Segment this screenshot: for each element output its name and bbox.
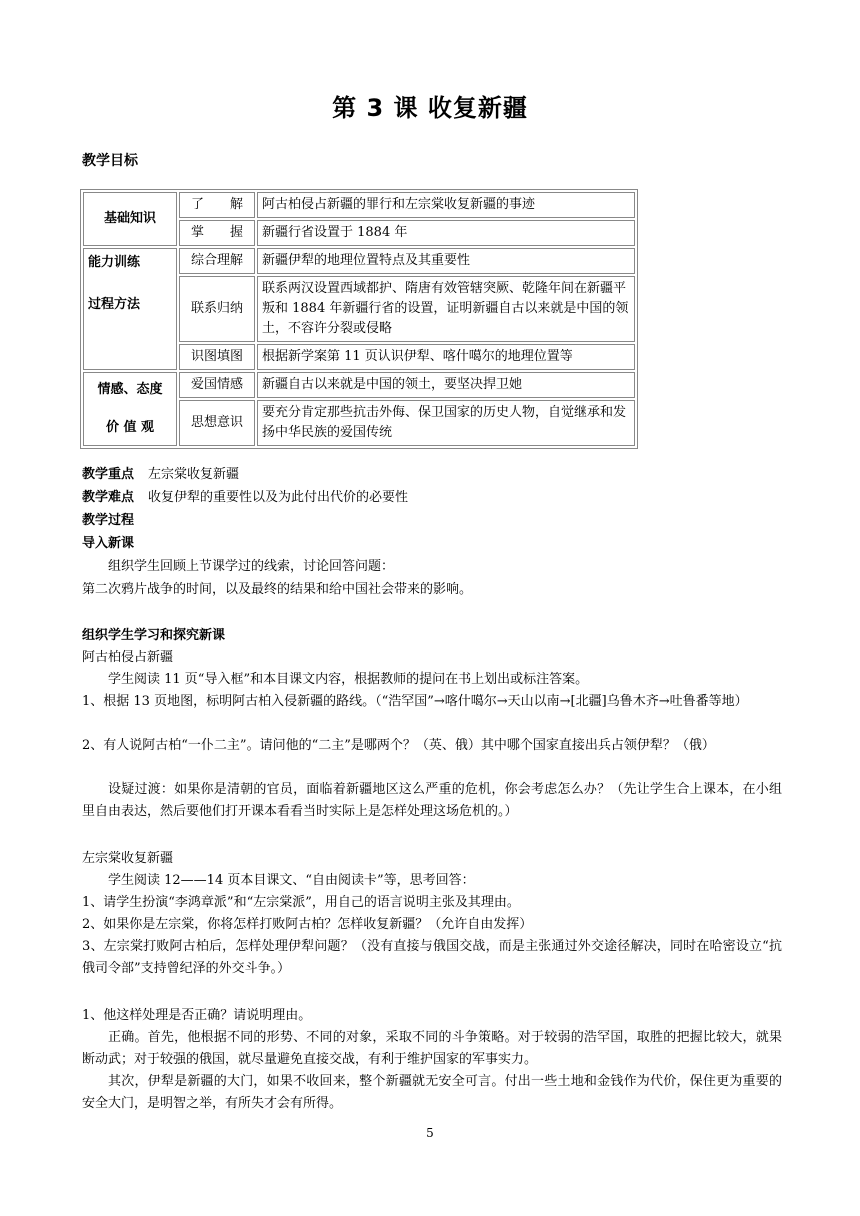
focus-line [82,464,239,486]
intro-heading: 导入新课 [82,536,135,551]
paragraph: 学生阅读 12——14 页本目课文、“自由阅读卡”等，思考回答： [108,873,475,888]
category-label: 基础知识 [103,211,156,226]
objectives-table [80,189,638,449]
focus-label: 教学重点 [82,467,135,482]
subcategory-cell: 思想意识 [179,400,255,446]
table-row [83,248,635,274]
description-cell: 联系两汉设置西域都护、隋唐有效管辖突厥、乾隆年间在新疆平叛和 1884 年新疆行省的设置，证明新疆自古以来就是中国的领土，不容许分裂或侵略 [257,276,635,342]
section-title: 左宗棠收复新疆 [82,851,174,866]
paragraph: 正确。首先，他根据不同的形势、不同的对象，采取不同的斗争策略。对于较弱的浩罕国，取胜的把握比较大，就果断动武；对于较强的俄国，就尽量避免直接交战，有利于维护国家的军事实力。 [82,1030,782,1067]
paragraph: 其次，伊犁是新疆的大门，如果不收回来，整个新疆就无安全可言。付出一些土地和金钱作为代价，保住更为重要的安全大门，是明智之举，有所失才会有所得。 [82,1074,782,1111]
paragraph: 2、有人说阿古柏“一仆二主”。请问他的“二主”是哪两个？（英、俄）其中哪个国家直接出兵占领伊犁？（俄） [82,738,715,753]
category-label: 价 值 观 [105,420,155,435]
description-cell: 根据新学案第 11 页认识伊犁、喀什噶尔的地理位置等 [257,344,635,370]
process-heading: 教学过程 [82,513,135,528]
subcategory-cell: 联系归纳 [179,276,255,342]
objectives-heading: 教学目标 [82,153,138,169]
category-cell [83,248,177,370]
paragraph: 1、他这样处理是否正确？请说明理由。 [82,1008,312,1023]
paragraph: 2、如果你是左宗棠，你将怎样打败阿古柏？怎样收复新疆？（允许自由发挥） [82,917,533,932]
difficulty-text: 收复伊犁的重要性以及为此付出代价的必要性 [148,490,409,505]
category-label: 过程方法 [88,297,141,312]
difficulty-label: 教学难点 [82,490,135,505]
difficulty-line [82,487,408,509]
subcategory-cell: 识图填图 [179,344,255,370]
table-row [83,372,635,398]
paragraph: 1、请学生扮演“李鸿章派”和“左宗棠派”，用自己的语言说明主张及其理由。 [82,895,520,910]
paragraph: 1、根据 13 页地图，标明阿古柏入侵新疆的路线。（“浩罕国”→喀什噶尔→天山以南→[北疆]乌鲁木齐→吐鲁番等地） [82,694,748,709]
description-cell: 新疆行省设置于 1884 年 [257,220,635,246]
description-cell: 要充分肯定那些抗击外侮、保卫国家的历史人物，自觉继承和发扬中华民族的爱国传统 [257,400,635,446]
table-row [83,192,635,218]
description-cell: 新疆自古以来就是中国的领土，要坚决捍卫她 [257,372,635,398]
intro-paragraph: 组织学生回顾上节课学过的线索，讨论回答问题： [108,559,395,574]
subcategory-cell: 综合理解 [179,248,255,274]
description-cell: 阿古柏侵占新疆的罪行和左宗棠收复新疆的事迹 [257,192,635,218]
study-heading: 组织学生学习和探究新课 [82,628,226,643]
intro-paragraph: 第二次鸦片战争的时间，以及最终的结果和给中国社会带来的影响。 [82,582,473,597]
description-cell: 新疆伊犁的地理位置特点及其重要性 [257,248,635,274]
paragraph: 设疑过渡：如果你是清朝的官员，面临着新疆地区这么严重的危机，你会考虑怎么办？（先让学生合上课本，在小组里自由表达，然后要他们打开课本看看当时实际上是怎样处理这场危机的。） [82,782,782,819]
paragraph: 3、左宗棠打败阿古柏后，怎样处理伊犁问题？（没有直接与俄国交战，而是主张通过外交途径解决，同时在哈密设立“抗俄司令部”支持曾纪泽的外交斗争。） [82,939,782,976]
subcategory-cell: 掌 握 [179,220,255,246]
category-label: 能力训练 [88,255,141,270]
category-cell [83,192,177,246]
focus-text: 左宗棠收复新疆 [148,467,240,482]
page-title: 第 3 课 收复新疆 [332,94,528,122]
section-title: 阿古柏侵占新疆 [82,650,174,665]
subcategory-cell: 了 解 [179,192,255,218]
page-number: 5 [426,1126,434,1140]
category-label: 情感、态度 [97,382,163,397]
paragraph: 学生阅读 11 页“导入框”和本目课文内容，根据教师的提问在书上划出或标注答案。 [108,672,589,687]
subcategory-cell: 爱国情感 [179,372,255,398]
category-cell [83,372,177,446]
